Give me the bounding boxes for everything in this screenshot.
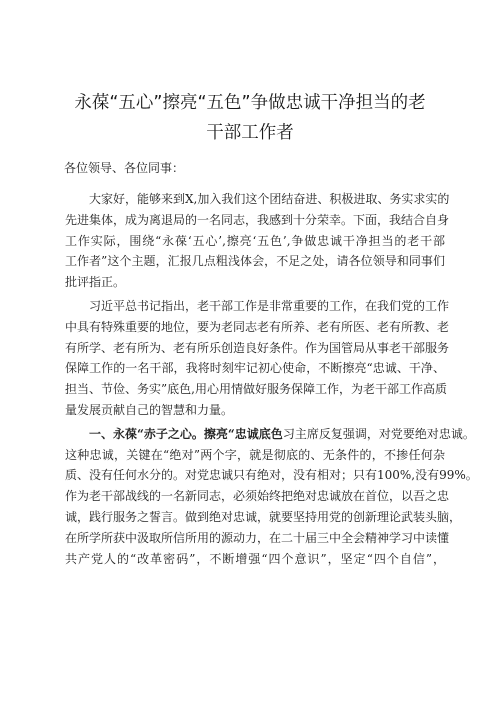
text-line: 担当、节俭、务实”底色,用心用情做好服务保障工作，为老干部工作高质 xyxy=(65,382,447,397)
text-line: 工作者”这个主题，汇报几点粗浅体会，不足之处，请各位领导和同事们 xyxy=(65,254,445,269)
paragraph-intro xyxy=(65,189,450,293)
text-line: 诚，践行服务之誓言。做到绝对忠诚，就要坚持用党的创新理论武装头脑， xyxy=(65,509,462,524)
text-line: 批评指正。 xyxy=(65,275,126,290)
document-body xyxy=(65,189,478,569)
paragraph-context xyxy=(65,296,450,421)
title-line: 永葆“五心”擦亮“五色”争做忠诚干净担当的老 xyxy=(74,93,426,113)
section-first-text: 习主席反复强调，对党要绝对忠诚。 xyxy=(282,426,475,441)
text-line: 先进集体，成为离退局的一名同志，我感到十分荣幸。下面，我结合自身 xyxy=(65,212,450,227)
document-title xyxy=(60,88,440,148)
text-line: 量发展贡献自己的智慧和力量。 xyxy=(65,402,234,417)
salutation: 各位领导、各位同事： xyxy=(64,161,185,175)
text-line: 这种忠诚，关键在“绝对”两个字，就是彻底的、无条件的，不掺任何杂 xyxy=(65,447,445,462)
section-heading: 一、永葆“赤子之心。擦亮“忠诚底色 xyxy=(89,426,283,441)
text-line: 质、没有任何水分的。对党忠诚只有绝对，没有相对；只有100%,没有99%。 xyxy=(65,468,478,483)
text-line: 工作实际，围绕“永葆‘五心’,擦亮‘五色’,争做忠诚干净担当的老干部 xyxy=(65,233,445,248)
title-line: 干部工作者 xyxy=(206,123,294,143)
text-line xyxy=(65,424,475,445)
text-line: 作为老干部战线的一名新同志，必须始终把绝对忠诚放在首位，以吾之忠 xyxy=(65,489,450,504)
text-line: 有所学、老有所为、老有所乐创造良好条件。作为国管局从事老干部服务 xyxy=(65,340,450,355)
text-line: 共产党人的“改革密码”，不断增强“四个意识”，坚定“四个自信”， xyxy=(65,551,445,566)
text-line: 保障工作的一名干部，我将时刻牢记初心使命，不断擦亮“忠诚、干净、 xyxy=(65,361,445,376)
paragraph-section-one xyxy=(65,424,478,570)
text-line: 大家好，能够来到X,加入我们这个团结奋进、积极进取、务实求实的 xyxy=(89,192,450,206)
text-line: 中具有特殊重要的地位，要为老同志老有所养、老有所医、老有所教、老 xyxy=(65,319,450,334)
text-line: 习近平总书记指出，老干部工作是非常重要的工作，在我们党的工作 xyxy=(89,298,450,313)
text-line: 在所学所获中汲取所信所用的源动力，在二十届三中全会精神学习中读懂 xyxy=(65,530,450,545)
